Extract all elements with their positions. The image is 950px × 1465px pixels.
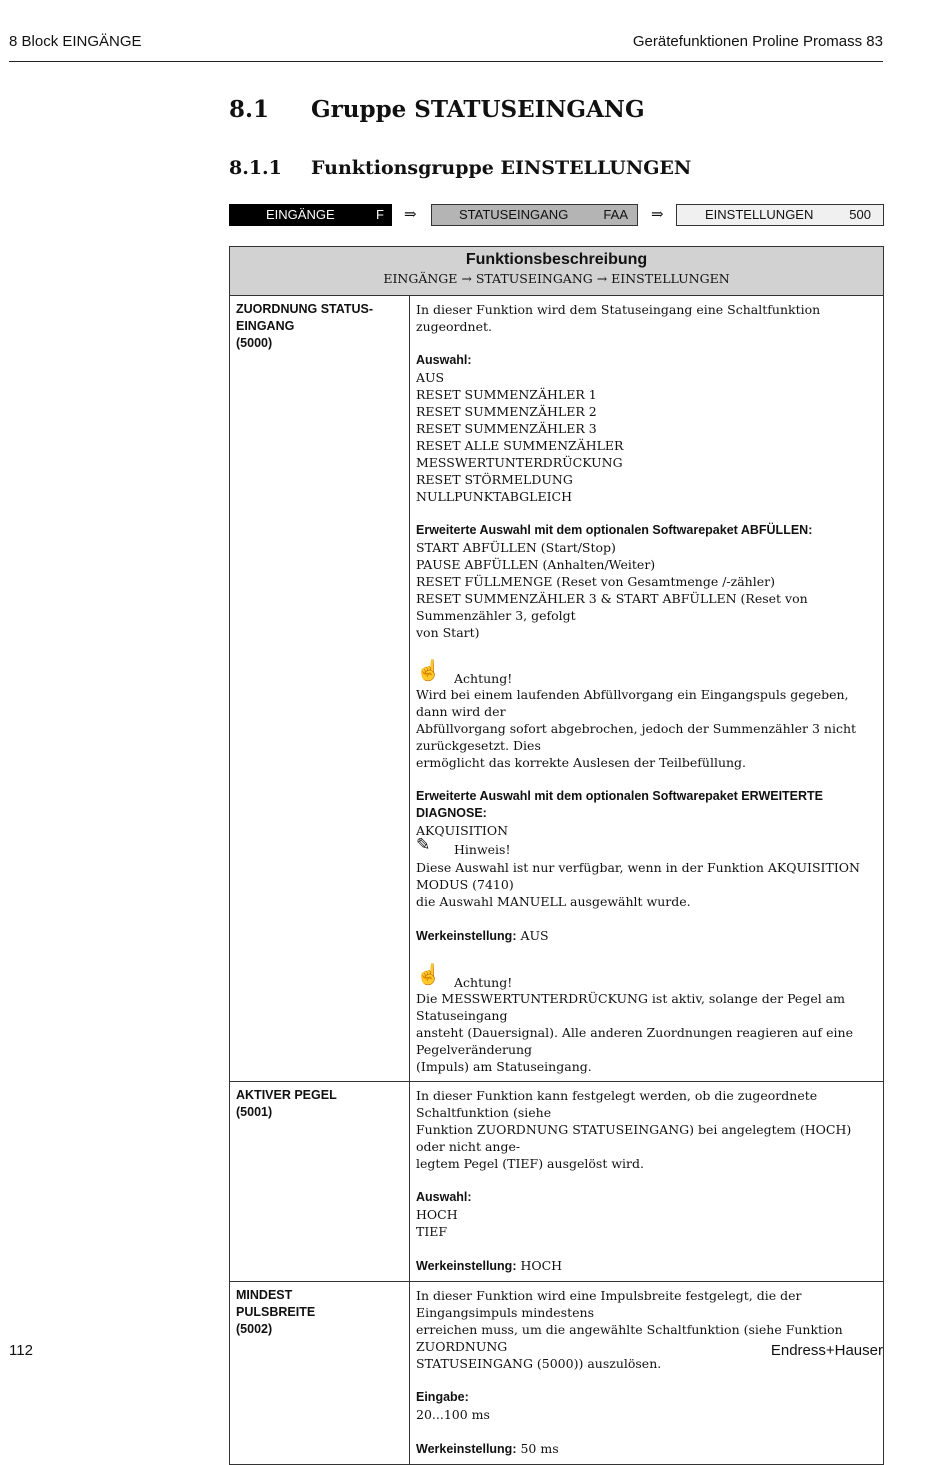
choice-item: HOCH — [416, 1207, 458, 1222]
path-arrow: ⇒ — [651, 205, 664, 223]
subsection-number: 8.1.1 — [229, 157, 282, 179]
factory-setting — [416, 1440, 877, 1458]
header-rule — [9, 61, 883, 62]
choice-item: START ABFÜLLEN (Start/Stop) — [416, 540, 616, 555]
path-box-label: STATUSEINGANG — [459, 207, 569, 222]
section-heading — [229, 96, 645, 123]
section-number: 8.1 — [229, 96, 270, 123]
factory-setting-label: Werkeinstellung: — [416, 1259, 517, 1273]
description-text: Funktion ZUORDNUNG STATUSEINGANG) bei angelegtem (HOCH) oder nicht ange- — [416, 1122, 852, 1154]
function-code: (5001) — [236, 1105, 273, 1119]
path-box-label: EINGÄNGE — [266, 207, 335, 222]
choice-item: RESET SUMMENZÄHLER 3 — [416, 421, 597, 436]
function-description-cell — [410, 1082, 884, 1282]
input-range: 20...100 ms — [416, 1407, 490, 1422]
description-text: In dieser Funktion wird eine Impulsbreite festgelegt, die der Eingangsimpuls mindestens — [416, 1288, 802, 1320]
description-text: erreichen muss, um die angewählte Schaltfunktion (siehe Funktion ZUORDNUNG — [416, 1322, 843, 1354]
extended-choice-label: Erweiterte Auswahl mit dem optionalen Softwarepaket ABFÜLLEN: — [416, 523, 813, 537]
choice-item: RESET STÖRMELDUNG — [416, 472, 573, 487]
hand-pointer-icon: ☝ — [416, 962, 441, 986]
factory-setting — [416, 927, 877, 945]
choice-item: RESET ALLE SUMMENZÄHLER — [416, 438, 624, 453]
description-text: STATUSEINGANG (5000)) auszulösen. — [416, 1356, 662, 1371]
input-label: Eingabe: — [416, 1390, 469, 1404]
warning-text: ermöglicht das korrekte Auslesen der Teilbefüllung. — [416, 755, 747, 770]
function-description-cell — [410, 296, 884, 1082]
path-box-code: FAA — [603, 207, 628, 222]
warning-text: Die MESSWERTUNTERDRÜCKUNG ist aktiv, solange der Pegel am Statuseingang — [416, 991, 845, 1023]
warning-label: Achtung! — [454, 975, 513, 990]
function-code: (5002) — [236, 1322, 273, 1336]
choice-item: AKQUISITION — [416, 823, 509, 838]
choice-item: RESET SUMMENZÄHLER 1 — [416, 387, 597, 402]
subsection-title: Funktionsgruppe EINSTELLUNGEN — [311, 157, 692, 179]
factory-setting-value: AUS — [516, 928, 549, 943]
choice-item: RESET SUMMENZÄHLER 2 — [416, 404, 597, 419]
running-header-right: Gerätefunktionen Proline Promass 83 — [632, 33, 883, 50]
path-box-label: EINSTELLUNGEN — [705, 207, 814, 222]
choice-item: MESSWERTUNTERDRÜCKUNG — [416, 455, 623, 470]
table-header-title: Funktionsbeschreibung — [465, 251, 648, 268]
note-block — [416, 835, 877, 859]
warning-label: Achtung! — [454, 671, 513, 686]
extended-choice-label: Erweiterte Auswahl mit dem optionalen Softwarepaket ERWEITERTE — [416, 789, 824, 803]
warning-text: Wird bei einem laufenden Abfüllvorgang ein Eingangspuls gegeben, dann wird der — [416, 687, 849, 719]
subsection-heading — [229, 157, 691, 179]
function-table — [229, 246, 884, 1465]
function-name-cell — [230, 1082, 410, 1282]
choice-item: RESET FÜLLMENGE (Reset von Gesamtmenge /-zähler) — [416, 574, 775, 589]
factory-setting-label: Werkeinstellung: — [416, 929, 517, 943]
path-box-settings — [676, 204, 884, 226]
function-name: EINGANG — [236, 319, 295, 333]
description-text: In dieser Funktion wird dem Statuseingang eine Schaltfunktion zugeordnet. — [416, 302, 821, 334]
choice-label: Auswahl: — [416, 353, 472, 367]
description-text: legtem Pegel (TIEF) ausgelöst wird. — [416, 1156, 644, 1171]
choice-item: TIEF — [416, 1224, 448, 1239]
extended-choice-label: DIAGNOSE: — [416, 806, 487, 820]
factory-setting-value: HOCH — [516, 1258, 563, 1273]
path-box-inputs — [229, 204, 392, 226]
table-row — [230, 1082, 884, 1282]
function-name-cell — [230, 296, 410, 1082]
table-row — [230, 1282, 884, 1465]
function-description-cell — [410, 1282, 884, 1465]
function-name: MINDEST — [236, 1288, 293, 1302]
factory-setting-value: 50 ms — [516, 1441, 559, 1456]
table-header — [230, 247, 884, 296]
function-name-cell — [230, 1282, 410, 1465]
choice-item: AUS — [416, 370, 445, 385]
choice-item: von Start) — [416, 625, 480, 640]
page-number: 112 — [9, 1342, 33, 1359]
brand-name: Endress+Hauser — [770, 1342, 883, 1359]
path-box-code: 500 — [849, 207, 871, 222]
warning-block — [416, 962, 877, 990]
note-label: Hinweis! — [454, 842, 511, 857]
function-name: ZUORDNUNG STATUS- — [236, 302, 374, 316]
choice-item: PAUSE ABFÜLLEN (Anhalten/Weiter) — [416, 557, 656, 572]
choice-label: Auswahl: — [416, 1190, 472, 1204]
description-text: In dieser Funktion kann festgelegt werden, ob die zugeordnete Schaltfunktion (siehe — [416, 1088, 818, 1120]
note-text: die Auswahl MANUELL ausgewählt wurde. — [416, 894, 691, 909]
running-header-left: 8 Block EINGÄNGE — [9, 33, 142, 50]
path-box-status-input — [431, 204, 638, 226]
table-header-path: EINGÄNGE → STATUSEINGANG → EINSTELLUNGEN — [383, 271, 730, 286]
function-name: AKTIVER PEGEL — [236, 1088, 337, 1102]
warning-text: ansteht (Dauersignal). Alle anderen Zuordnungen reagieren auf eine Pegelveränderung — [416, 1025, 853, 1057]
choice-item: NULLPUNKTABGLEICH — [416, 489, 572, 504]
warning-block — [416, 658, 877, 686]
factory-setting — [416, 1257, 877, 1275]
pencil-icon: ✎ — [416, 835, 431, 855]
function-code: (5000) — [236, 336, 273, 350]
hand-pointer-icon: ☝ — [416, 658, 441, 682]
choice-item: RESET SUMMENZÄHLER 3 & START ABFÜLLEN (Reset von Summenzähler 3, gefolgt — [416, 591, 808, 623]
section-title: Gruppe STATUSEINGANG — [311, 96, 645, 123]
note-text: Diese Auswahl ist nur verfügbar, wenn in der Funktion AKQUISITION MODUS (7410) — [416, 860, 860, 892]
warning-text: (Impuls) am Statuseingang. — [416, 1059, 592, 1074]
table-row — [230, 296, 884, 1082]
function-name: PULSBREITE — [236, 1305, 316, 1319]
factory-setting-label: Werkeinstellung: — [416, 1442, 517, 1456]
warning-text: Abfüllvorgang sofort abgebrochen, jedoch der Summenzähler 3 nicht zurückgesetzt. Dies — [416, 721, 857, 753]
path-box-code: F — [376, 207, 384, 222]
path-arrow: ⇒ — [404, 205, 417, 223]
